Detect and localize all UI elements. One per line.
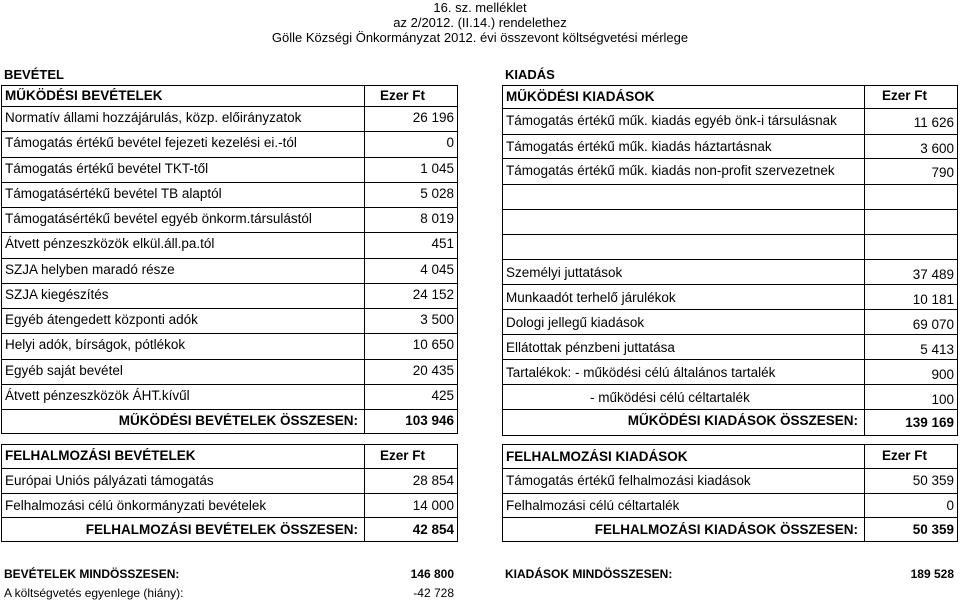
operating-revenue-row-value: 451 [431,236,454,251]
row-divider [1,517,458,518]
operating-revenue-total-label: MŰKÖDÉSI BEVÉTELEK ÖSSZESEN: [118,413,358,428]
operating-revenue-row-label: Egyéb saját bevétel [5,363,123,378]
annex-number: 16. sz. melléklet [433,0,527,15]
operating-expense-row-value: 69 070 [912,317,954,332]
row-divider [1,468,458,469]
operating-expense-transfer-value: 11 626 [913,115,954,130]
operating-expense-transfer-label: Támogatás értékű műk. kiadás non-profit szervezetnek [506,163,835,178]
operating-expense-total-value: 139 169 [905,415,954,430]
operating-revenue-row-label: Egyéb átengedett központi adók [5,312,198,327]
operating-expense-row-label: - működési célú céltartalék [590,390,750,405]
unit-label: Ezer Ft [882,88,928,103]
capital-expense-total-value: 50 359 [912,522,954,537]
capital-expense-row-value: 0 [946,498,954,513]
capital-revenue-total-label: FELHALMOZÁSI BEVÉTELEK ÖSSZESEN: [85,522,358,537]
row-divider [502,384,958,385]
capital-expense-row-value: 50 359 [912,473,954,488]
row-divider [502,309,958,310]
capital-expense-row-label: Támogatás értékű felhalmozási kiadások [506,473,751,488]
operating-revenue-row-value: 0 [446,135,454,150]
row-divider [502,134,958,135]
operating-revenue-row-label: Támogatásértékű bevétel TB alaptól [5,186,222,201]
operating-revenue-row-label: Támogatásértékű bevétel egyéb önkorm.társulástól [5,211,312,226]
operating-revenue-row-label: Normatív állami hozzájárulás, közp. előirányzatok [5,110,302,125]
unit-label: Ezer Ft [882,448,928,463]
operating-expense-transfer-label: Támogatás értékű műk. kiadás háztartásnak [506,139,772,154]
capital-revenue-row-value: 14 000 [412,498,454,513]
operating-revenue-row-value: 3 500 [420,312,454,327]
row-divider [502,209,958,210]
row-divider [1,157,458,158]
expense-grand-total-value: 189 528 [910,567,954,581]
revenue-grand-total-label: BEVÉTELEK MINDÖSSZESEN: [4,567,180,581]
operating-revenue-row-label: Támogatás értékű bevétel fejezeti kezelési ei.-tól [5,135,297,150]
row-divider [502,234,958,235]
capital-revenue-total-value: 42 854 [412,522,454,537]
operating-revenue-row-value: 8 019 [420,211,454,226]
operating-revenue-row-label: Átvett pénzeszközök ÁHT.kívűl [5,388,190,403]
row-divider [502,359,958,360]
operating-revenue-row-value: 425 [431,388,454,403]
row-divider [502,184,958,185]
row-divider [1,359,458,360]
operating-expense-header: MŰKÖDÉSI KIADÁSOK [506,89,655,104]
operating-expense-row-label: Tartalékok: - működési célú általános tartalék [506,365,776,380]
operating-revenue-row-label: SZJA helyben maradó része [5,262,175,277]
row-divider [1,131,458,132]
row-divider [502,493,958,494]
balance-value: -42 728 [413,586,454,600]
operating-expense-row-label: Ellátottak pénzbeni juttatása [506,340,675,355]
operating-expense-row-value: 100 [931,392,954,407]
row-divider [502,468,958,469]
operating-revenue-header: MŰKÖDÉSI BEVÉTELEK [5,88,163,103]
operating-expense-transfer-value: 790 [931,165,954,180]
capital-expense-total-label: FELHALMOZÁSI KIADÁSOK ÖSSZESEN: [594,522,858,537]
capital-revenue-row-value: 28 854 [412,473,454,488]
row-divider [1,308,458,309]
operating-expense-row-value: 900 [931,367,954,382]
operating-expense-row-value: 10 181 [912,292,954,307]
operating-expense-row-value: 37 489 [912,267,954,282]
capital-expense-row-label: Felhalmozási célú céltartalék [506,498,680,513]
operating-revenue-row-label: Helyi adók, bírságok, pótlékok [5,337,186,352]
capital-revenue-row-label: Európai Uniós pályázati támogatás [5,473,214,488]
operating-revenue-row-value: 24 152 [412,287,454,302]
operating-expense-transfer-label: Támogatás értékű műk. kiadás egyéb önk-i társulásnak [506,113,837,128]
revenue-title: BEVÉTEL [4,67,64,82]
capital-revenue-header: FELHALMOZÁSI BEVÉTELEK [5,448,196,463]
expense-title: KIADÁS [505,67,555,82]
balance-label: A költségvetés egyenlege (hiány): [4,586,184,600]
operating-revenue-row-value: 5 028 [420,186,454,201]
document-title: Gölle Községi Önkormányzat 2012. évi összevont költségvetési mérlege [271,30,689,45]
regulation-reference: az 2/2012. (II.14.) rendelethez [393,15,567,30]
operating-expense-row-label: Személyi juttatások [506,265,623,280]
row-divider [1,232,458,233]
row-divider [1,409,458,410]
row-divider [1,258,458,259]
operating-expense-transfer-value: 3 600 [920,141,954,156]
row-divider [1,182,458,183]
operating-revenue-row-value: 26 196 [412,110,454,125]
operating-revenue-row-value: 10 650 [412,337,454,352]
row-divider [502,284,958,285]
row-divider [502,259,958,260]
row-divider [1,106,458,107]
row-divider [1,283,458,284]
row-divider [1,333,458,334]
revenue-grand-total-value: 146 800 [410,567,454,581]
unit-label: Ezer Ft [380,88,426,103]
row-divider [1,493,458,494]
row-divider [502,409,958,410]
row-divider [1,207,458,208]
column-divider [364,85,365,434]
capital-revenue-row-label: Felhalmozási célú önkormányzati bevételek [5,498,267,513]
operating-expense-row-label: Munkaadót terhelő járulékok [506,290,676,305]
operating-revenue-row-label: SZJA kiegészítés [5,287,109,302]
row-divider [1,384,458,385]
expense-grand-total-label: KIADÁSOK MINDÖSSZESEN: [505,567,673,581]
operating-revenue-row-label: Átvett pénzeszközök elkül.áll.pa.tól [5,236,215,251]
operating-revenue-row-value: 1 045 [420,161,454,176]
operating-revenue-row-value: 20 435 [412,363,454,378]
operating-expense-total-label: MŰKÖDÉSI KIADÁSOK ÖSSZESEN: [627,413,858,428]
operating-expense-row-label: Dologi jellegű kiadások [506,315,645,330]
operating-revenue-total-value: 103 946 [405,413,454,428]
capital-expense-header: FELHALMOZÁSI KIADÁSOK [506,449,688,464]
row-divider [502,158,958,159]
row-divider [502,108,958,109]
row-divider [502,334,958,335]
unit-label: Ezer Ft [380,448,426,463]
operating-expense-row-value: 5 413 [920,342,954,357]
row-divider [502,517,958,518]
operating-revenue-row-value: 4 045 [420,262,454,277]
operating-revenue-row-label: Támogatás értékű bevétel TKT-től [5,161,209,176]
